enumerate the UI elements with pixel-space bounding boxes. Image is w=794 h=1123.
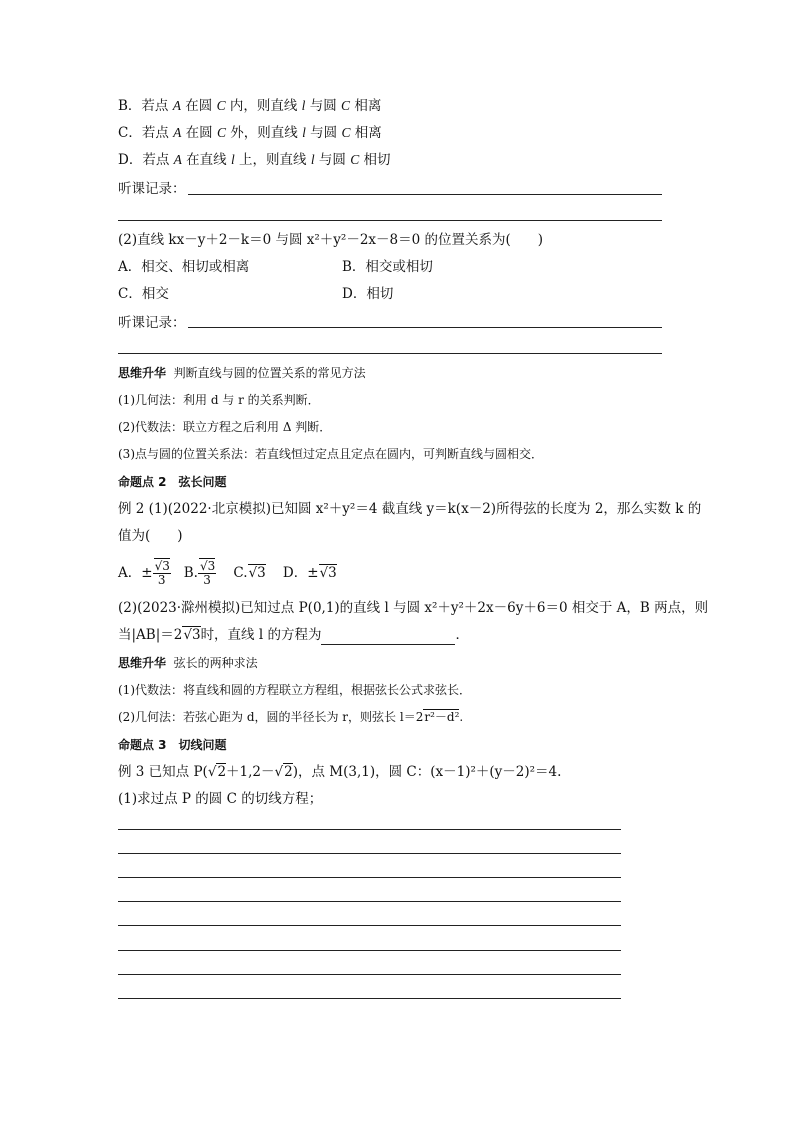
option-d-text: D．若点 A 在直线 l 上，则直线 l 与圆 C 相切 (118, 152, 391, 168)
answer-rule-3 (118, 877, 621, 878)
ex2-options (118, 553, 337, 593)
answer-rule-6 (118, 950, 621, 951)
ex3-q1: (1)求过点 P 的圆 C 的切线方程； (118, 791, 323, 807)
ex2-q2-line2: 当|AB|＝2√3时，直线 l 的方程为 ． (118, 627, 469, 643)
notes-label-1: 听课记录： (118, 181, 186, 197)
q2-option-b: B．相交或相切 (342, 259, 433, 275)
notes-label-2: 听课记录： (118, 315, 186, 331)
q2-stem: (2)直线 kx－y＋2－k＝0 与圆 x²＋y²－2x－8＝0 的位置关系为( ) (118, 232, 544, 248)
summary2-item-1: (1)代数法：将直线和圆的方程联立方程组，根据弦长公式求弦长． (118, 683, 472, 697)
ex2-answer-blank[interactable] (321, 626, 455, 645)
summary2-item-2: (2)几何法：若弦心距为 d，圆的半径长为 r，则弦长 l＝2r²－d². (118, 710, 464, 724)
ex2-q2-line1: (2)(2023·滁州模拟)已知过点 P(0,1)的直线 l 与圆 x²＋y²＋2x－6y＋6＝0 相交于 A，B 两点，则 (118, 600, 709, 616)
ex3-line1: 例 3 已知点 P(√2＋1,2－√2)，点 M(3,1)，圆 C：(x－1)²＋(y－2)²＝4. (118, 764, 562, 780)
ex2-option-b: B. $\frac{√3}{3}$ (183, 559, 216, 587)
answer-rule-8 (118, 998, 621, 999)
topic2-heading: 命题点 2 弦长问题 (118, 475, 227, 489)
topic3-heading: 命题点 3 切线问题 (118, 738, 227, 752)
answer-rule-2 (118, 853, 621, 854)
ex2-option-d: D．±√3 (282, 565, 337, 581)
ex2-line1: 例 2 (1)(2022·北京模拟)已知圆 x²＋y²＝4 截直线 y＝k(x－2)所得弦的长度为 2，那么实数 k 的 (118, 501, 702, 517)
summary1-item-3: (3)点与圆的位置关系法：若直线恒过定点且定点在圆内，可判断直线与圆相交． (118, 447, 544, 461)
ex2-line2: 值为( ) (118, 528, 183, 544)
summary2-header: 思维升华 弦长的两种求法 (118, 656, 258, 670)
ex2-option-a: A．± $\frac{√3}{3}$ (118, 559, 170, 587)
q2-option-d: D．相切 (342, 286, 394, 302)
answer-rule-4 (118, 901, 621, 902)
summary1-header: 思维升华 判断直线与圆的位置关系的常见方法 (118, 366, 366, 380)
option-c-text: C．若点 A 在圆 C 外，则直线 l 与圆 C 相离 (118, 125, 382, 141)
ex2-option-c: C.√3 (233, 565, 266, 581)
q2-option-a: A．相交、相切或相离 (118, 259, 250, 275)
notes-rule-2b (118, 353, 662, 354)
answer-rule-1 (118, 829, 621, 830)
answer-rule-5 (118, 925, 621, 926)
notes-rule-1b (118, 220, 662, 221)
q2-option-c: C．相交 (118, 286, 169, 302)
option-b-text: B．若点 A 在圆 C 内，则直线 l 与圆 C 相离 (118, 98, 382, 114)
summary1-item-1: (1)几何法：利用 d 与 r 的关系判断． (118, 393, 320, 407)
summary1-item-2: (2)代数法：联立方程之后利用 Δ 判断． (118, 420, 332, 434)
notes-rule-1a (188, 194, 662, 195)
notes-rule-2a (188, 327, 662, 328)
answer-rule-7 (118, 974, 621, 975)
